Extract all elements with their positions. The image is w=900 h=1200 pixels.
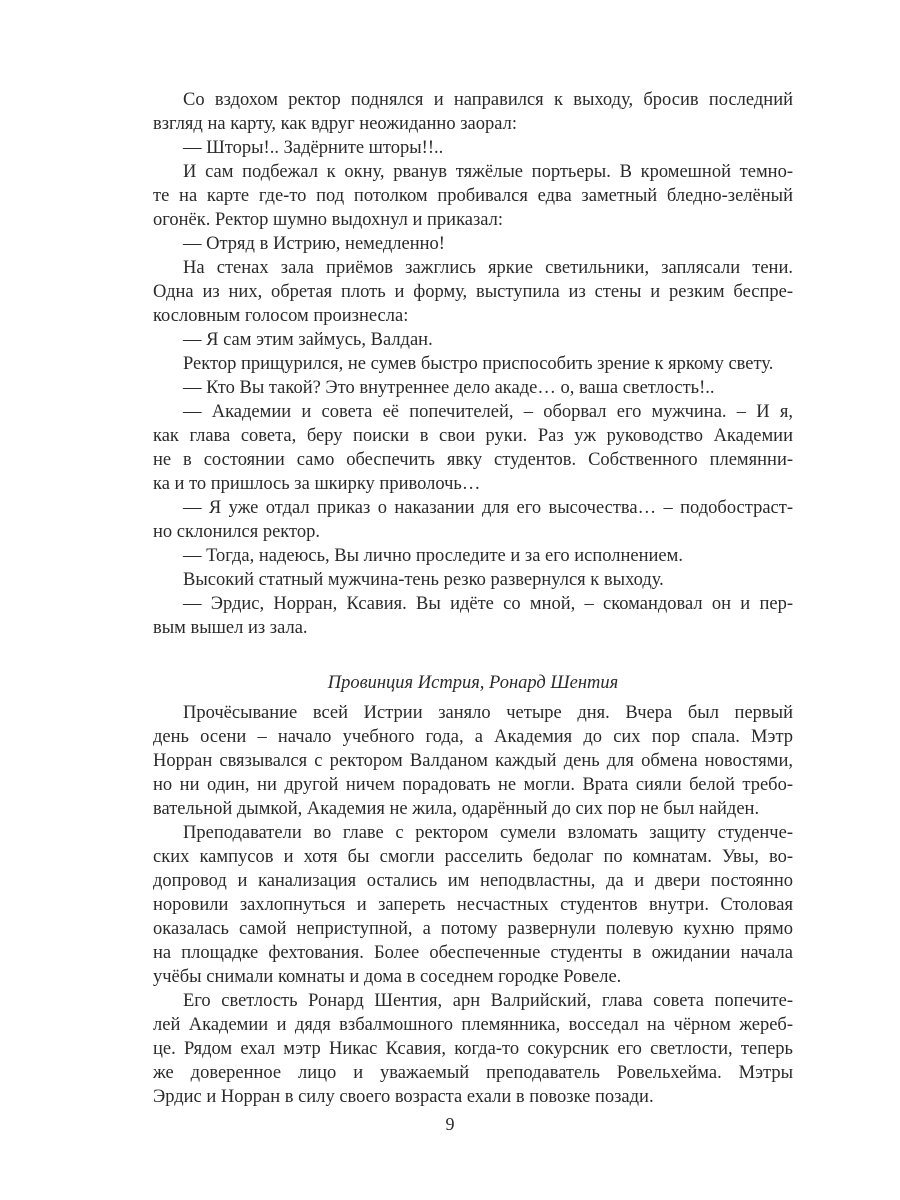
- paragraph: [153, 568, 793, 592]
- page-body: [153, 88, 793, 1109]
- text-line: Прочёсывание всей Истрии заняло четыре дня. Вчера был первый: [183, 703, 793, 723]
- paragraph: [153, 88, 793, 136]
- text-line: но склонился ректор.: [153, 522, 321, 542]
- text-line: огонёк. Ректор шумно выдохнул и приказал:: [153, 210, 504, 230]
- text-part-1: [153, 88, 793, 640]
- paragraph: [153, 376, 793, 400]
- text-line: Одна из них, обретая плоть и форму, выступила из стены и резким беспре-: [153, 282, 793, 302]
- text-line: оказалась самой неприступной, а потому развернули полевую кухню прямо: [153, 919, 793, 939]
- text-line: Норран связывался с ректором Валданом каждый день для обмена новостями,: [153, 751, 793, 771]
- paragraph: [153, 701, 793, 821]
- text-line: норовили захлопнуться и запереть несчастных студентов внутри. Столовая: [153, 895, 793, 915]
- text-line: но ни один, ни другой ничем порадовать не могли. Врата сияли белой требо-: [153, 775, 793, 795]
- paragraph: [153, 232, 793, 256]
- paragraph: [153, 544, 793, 568]
- paragraph: [153, 256, 793, 328]
- paragraph: [153, 496, 793, 544]
- text-line: Высокий статный мужчина-тень резко развернулся к выходу.: [183, 570, 664, 590]
- text-line: Эрдис и Норран в силу своего возраста ехали в повозке позади.: [153, 1087, 654, 1107]
- text-line: Со вздохом ректор поднялся и направился к выходу, бросив последний: [183, 90, 793, 110]
- text-line: не в состоянии само обеспечить явку студентов. Собственного племянни-: [153, 450, 793, 470]
- text-line: ка и то пришлось за шкирку приволочь…: [153, 474, 481, 494]
- text-line: — Я уже отдал приказ о наказании для его высочества… – подобостраст-: [183, 498, 793, 518]
- text-line: — Кто Вы такой? Это внутреннее дело акаде… о, ваша светлость!..: [183, 378, 715, 398]
- text-line: Ректор прищурился, не сумев быстро приспособить зрение к яркому свету.: [183, 354, 774, 374]
- section-heading: Провинция Истрия, Ронард Шентия: [327, 673, 619, 693]
- text-line: — Отряд в Истрию, немедленно!: [183, 234, 445, 254]
- text-line: те на карте где-то под потолком пробивался едва заметный бледно-зелёный: [153, 186, 793, 206]
- paragraph: [153, 592, 793, 640]
- text-line: Его светлость Ронард Шентия, арн Валрийский, глава совета попечите-: [183, 991, 793, 1011]
- paragraph: [153, 160, 793, 232]
- text-line: — Я сам этим займусь, Валдан.: [183, 330, 433, 350]
- text-line: учёбы снимали комнаты и дома в соседнем городке Ровеле.: [153, 967, 622, 987]
- text-line: лей Академии и дядя взбалмошного племянника, восседал на чёрном жереб-: [153, 1015, 793, 1035]
- text-line: ских кампусов и хотя бы смогли расселить бедолаг по комнатам. Увы, во-: [153, 847, 793, 867]
- text-line: На стенах зала приёмов зажглись яркие светильники, заплясали тени.: [183, 258, 793, 278]
- text-line: как глава совета, беру поиски в свои руки. Раз уж руководство Академии: [153, 426, 793, 446]
- text-line: — Шторы!.. Задёрните шторы!!..: [183, 138, 444, 158]
- paragraph: [153, 328, 793, 352]
- text-line: це. Рядом ехал мэтр Никас Ксавия, когда-то сокурсник его светлости, теперь: [153, 1039, 793, 1059]
- text-line: вым вышел из зала.: [153, 618, 308, 638]
- text-line: кословным голосом произнесла:: [153, 306, 409, 326]
- page-number: 9: [445, 1114, 455, 1134]
- text-line: же доверенное лицо и уважаемый преподаватель Ровельхейма. Мэтры: [153, 1063, 793, 1083]
- text-line: на площадке фехтования. Более обеспеченные студенты в ожидании начала: [153, 943, 793, 963]
- text-line: — Академии и совета её попечителей, – оборвал его мужчина. – И я,: [183, 402, 793, 422]
- paragraph: [153, 400, 793, 496]
- paragraph: [153, 352, 793, 376]
- text-line: день осени – начало учебного года, а Академия до сих пор спала. Мэтр: [153, 727, 793, 747]
- paragraph: [153, 136, 793, 160]
- paragraph: [153, 989, 793, 1109]
- text-line: вательной дымкой, Академия не жила, одарённый до сих пор не был найден.: [153, 799, 760, 819]
- paragraph: [153, 821, 793, 989]
- text-line: И сам подбежал к окну, рванув тяжёлые портьеры. В кромешной темно-: [183, 162, 793, 182]
- text-line: Преподаватели во главе с ректором сумели взломать защиту студенче-: [183, 823, 793, 843]
- text-line: — Тогда, надеюсь, Вы лично проследите и за его исполнением.: [183, 546, 683, 566]
- text-line: — Эрдис, Норран, Ксавия. Вы идёте со мной, – скомандовал он и пер-: [183, 594, 793, 614]
- text-line: взгляд на карту, как вдруг неожиданно заорал:: [153, 114, 517, 134]
- text-line: допровод и канализация остались им неподвластны, да и двери постоянно: [153, 871, 793, 891]
- text-part-2: [153, 701, 793, 1109]
